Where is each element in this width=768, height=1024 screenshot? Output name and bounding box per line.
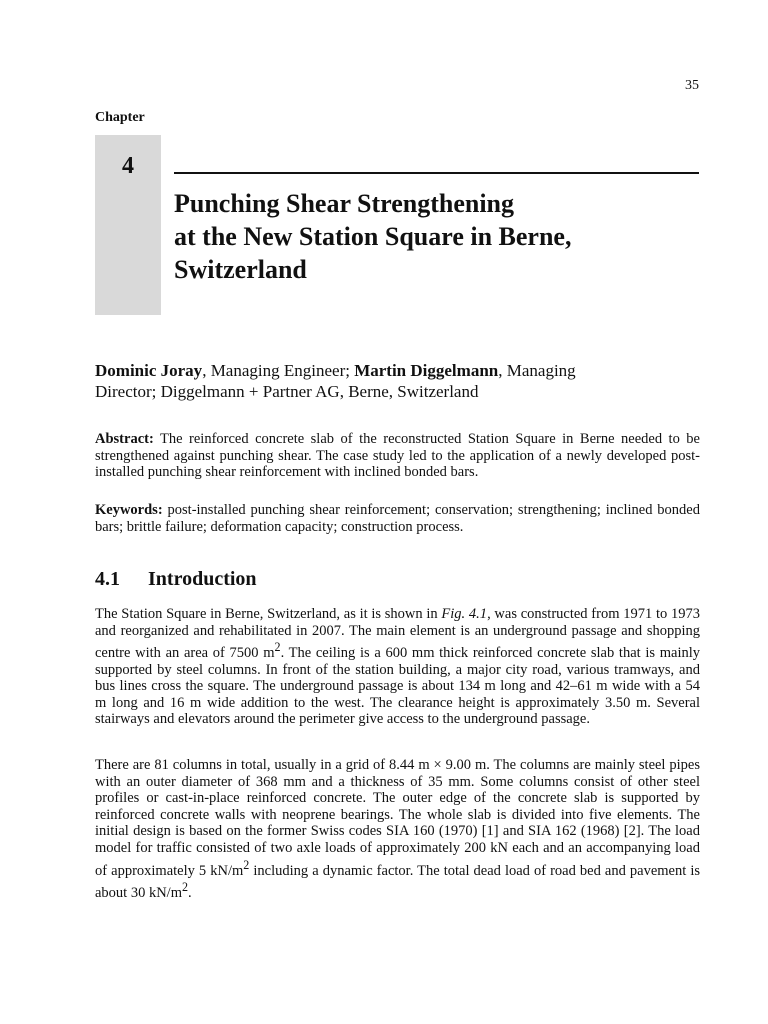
intro-paragraph-2 <box>95 757 700 901</box>
chapter-number: 4 <box>122 153 134 179</box>
author-1-name: Dominic Joray <box>95 361 203 380</box>
abstract <box>95 431 700 481</box>
chapter-title-line-2: at the New Station Square in Berne, <box>174 222 572 251</box>
keywords <box>95 502 700 535</box>
intro-p2-text-a: There are 81 columns in total, usually in a grid of 8.44 m × 9.00 m. The columns are mainly steel pipes with an outer diameter of 368 mm and a thickness of 35 mm. Some columns consist of other steel profiles or cast-in-place reinforced concrete. The outer edge of the concrete slab is supported by reinforced concrete walls with neoprene bearings. The whole slab is divided into five elements. The initial design is based on the former Swiss codes SIA 160 (1970) [1] and SIA 162 (1968) [2]. The load model for traffic consisted of two axle loads of approximately 200 kN each and an accompanying load of approximately 5 kN/m <box>95 757 700 879</box>
superscript: 2 <box>243 857 250 872</box>
intro-p2-text-c: . <box>188 884 192 901</box>
keywords-text: post-installed punching shear reinforcement; conservation; strengthening; inclined bonded bars; brittle failure; deformation capacity; construction process. <box>95 502 700 535</box>
intro-p1-text-b: , was constructed from 1971 to 1973 and reorganized and rehabilitated in 2007. The main element is an underground passage and shopping centre with an area of 7500 m <box>95 606 700 662</box>
author-2-name: Martin Diggelmann <box>354 361 499 380</box>
chapter-title-line-3: Switzerland <box>174 255 307 284</box>
author-affiliation: Director; Diggelmann + Partner AG, Berne, Switzerland <box>95 382 479 401</box>
author-2-role: , Managing <box>498 361 576 380</box>
keywords-label: Keywords: <box>95 502 163 518</box>
section-number: 4.1 <box>95 568 120 590</box>
author-1-role: , Managing Engineer; <box>202 361 355 380</box>
section-heading <box>95 567 257 591</box>
chapter-label: Chapter <box>95 110 145 125</box>
intro-paragraph-1 <box>95 606 700 728</box>
title-rule <box>174 172 699 174</box>
intro-p1-text-c: . The ceiling is a 600 mm thick reinforced concrete slab that is mainly supported by steel columns. In front of the station building, a major city road, various tramways, and bus lines cross the square. The underground passage is about 134 m long and 42–61 m wide with a 54 m long and 16 m wide addition to the west. The clearance height is approximately 3.50 m. Several stairways and elevators around the perimeter give access to the underground passage. <box>95 645 700 728</box>
chapter-title <box>174 187 699 286</box>
superscript: 2 <box>182 879 189 894</box>
chapter-title-line-1: Punching Shear Strengthening <box>174 189 515 218</box>
abstract-label: Abstract: <box>95 431 154 447</box>
figure-reference-link[interactable]: Fig. 4.1 <box>441 606 488 622</box>
author-block <box>95 360 700 402</box>
intro-p2-text-b: including a dynamic factor. The total dead load of road bed and pavement is about 30 kN/m <box>95 862 700 901</box>
superscript: 2 <box>274 640 281 655</box>
section-title: Introduction <box>148 568 257 590</box>
page-number: 35 <box>685 78 699 93</box>
abstract-text: The reinforced concrete slab of the reconstructed Station Square in Berne needed to be strengthened against punching shear. The case study led to the application of a newly developed post-installed punching shear reinforcement with inclined bonded bars. <box>95 431 700 481</box>
intro-p1-text-a: The Station Square in Berne, Switzerland, as it is shown in <box>95 606 442 622</box>
